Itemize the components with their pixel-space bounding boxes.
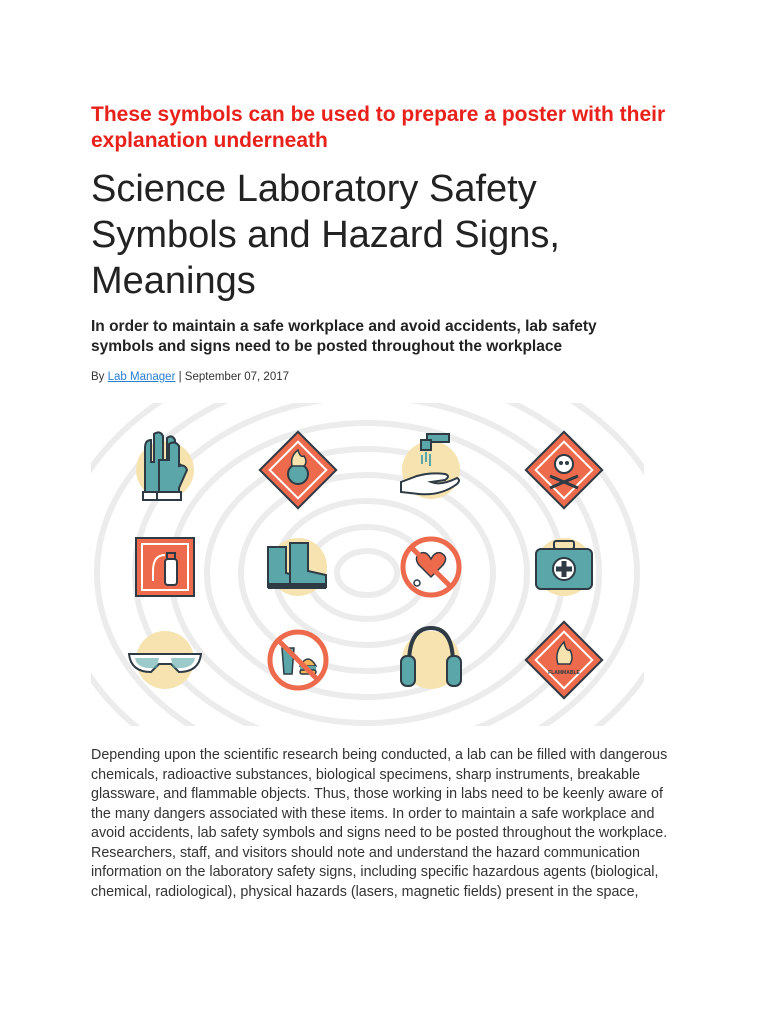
author-link[interactable]: Lab Manager (107, 371, 176, 383)
byline (91, 371, 289, 383)
first-aid-kit-icon (535, 538, 593, 596)
safety-boots-icon (268, 538, 327, 596)
no-food-drink-icon (270, 632, 326, 688)
byline-prefix: By (91, 371, 108, 383)
gloves-icon (136, 432, 194, 500)
hand-wash-icon (401, 434, 460, 499)
no-pacemaker-icon (403, 539, 459, 595)
fire-extinguisher-icon (136, 538, 194, 596)
byline-separator: | (175, 371, 185, 383)
article-body: Depending upon the scientific research being conducted, a lab can be filled with dangerous chemicals, radioactive substances, biological specimens, sharp instruments, breakable glassware, and flammable objects. Thus, those working in labs need to be keenly aware of the many dangers associated with these items. In order to maintain a safe workplace and avoid accidents, lab safety symbols and signs need to be posted throughout the workplace. Researchers, staff, and visitors should note and understand the hazard communication information on the laboratory safety signs, including specific hazardous agents (biological, chemical, radiological), physical hazards (lasers, magnetic fields) present in the space, (91, 747, 668, 900)
article-subtitle: In order to maintain a safe workplace and avoid accidents, lab safety symbols and signs need to be posted throughout the workplace (91, 318, 597, 355)
safety-symbols-illustration (91, 403, 644, 726)
publish-date: September 07, 2017 (184, 371, 290, 383)
safety-symbols-image (91, 403, 644, 726)
page-title: Science Laboratory Safety Symbols and Hazard Signs, Meanings (91, 168, 560, 302)
poster-note: These symbols can be used to prepare a poster with their explanation underneath (91, 103, 666, 152)
flammable-sign-label: FLAMMABLE (548, 670, 580, 676)
